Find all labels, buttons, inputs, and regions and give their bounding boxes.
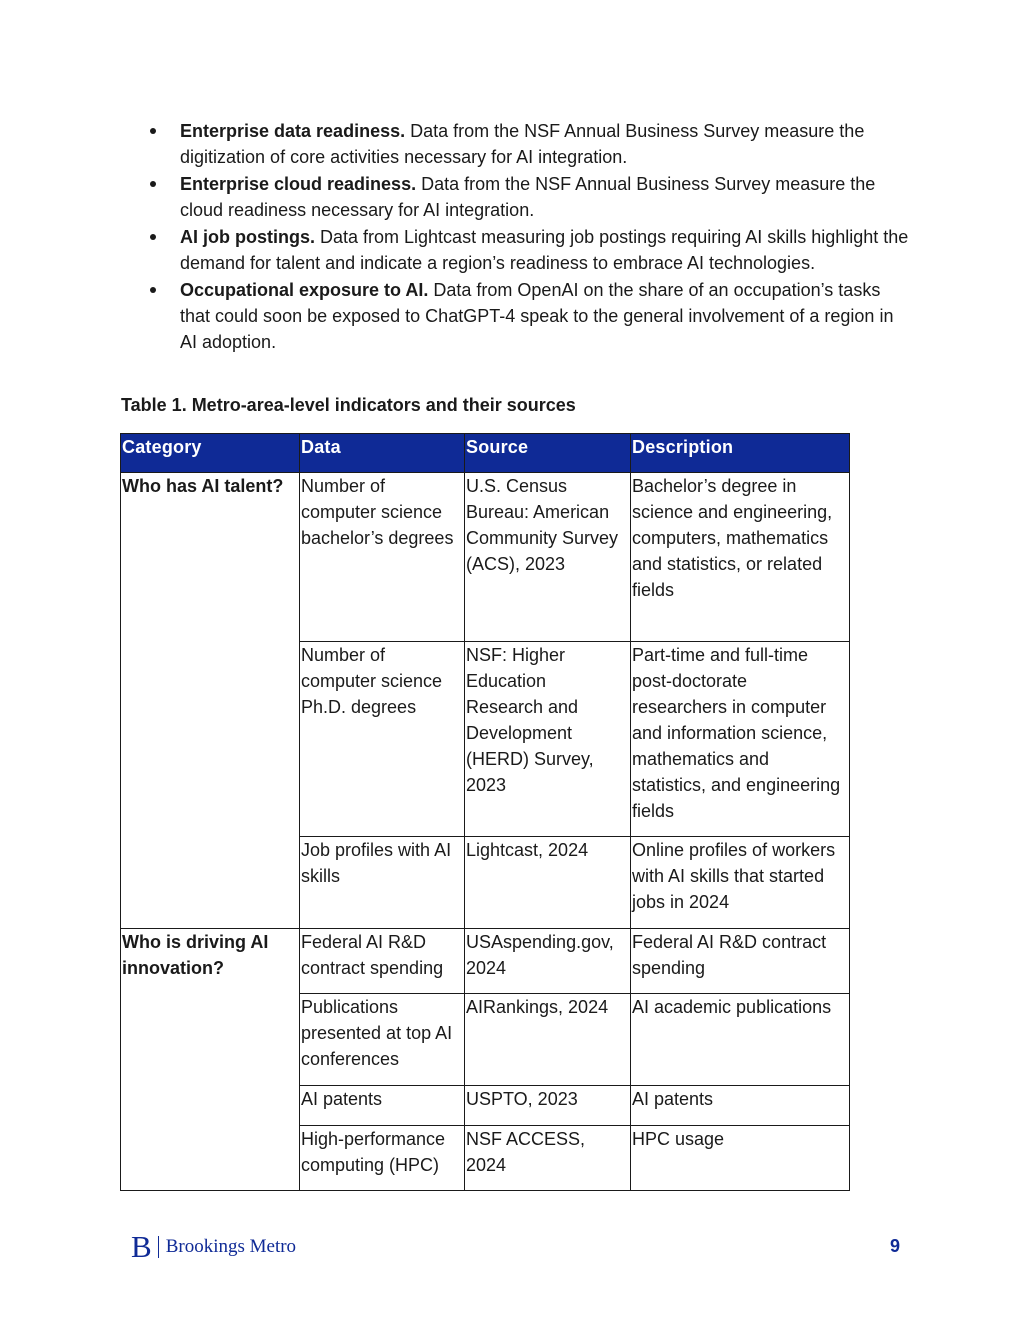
bullet-dot-icon: [150, 181, 156, 187]
description-cell: Bachelor’s degree in science and engineering, computers, mathematics and statistics, or related fields: [631, 473, 850, 642]
data-cell: Number of computer science bachelor’s degrees: [300, 473, 465, 642]
bullet-item: [150, 224, 910, 276]
source-cell: AIRankings, 2024: [465, 994, 631, 1086]
source-cell: NSF ACCESS, 2024: [465, 1126, 631, 1191]
data-cell: Number of computer science Ph.D. degrees: [300, 642, 465, 837]
description-cell: Online profiles of workers with AI skills that started jobs in 2024: [631, 837, 850, 929]
data-cell: AI patents: [300, 1086, 465, 1126]
header-data: Data: [300, 434, 465, 473]
bullet-text: Data from the NSF Annual Business Survey measure the digitization of core activities necessary for AI integration.: [180, 121, 865, 167]
category-cell: Who is driving AI innovation?: [121, 929, 300, 1191]
bullet-text: Data from Lightcast measuring job postings requiring AI skills highlight the demand for talent and indicate a region’s readiness to embrace AI technologies.: [180, 227, 909, 273]
header-source: Source: [465, 434, 631, 473]
page-number: 9: [889, 1236, 900, 1256]
bullet-term: Occupational exposure to AI.: [180, 280, 429, 300]
brookings-metro-logo: [131, 1229, 297, 1264]
bullet-dot-icon: [150, 287, 156, 293]
source-cell: Lightcast, 2024: [465, 837, 631, 929]
description-cell: Federal AI R&D contract spending: [631, 929, 850, 994]
description-cell: HPC usage: [631, 1126, 850, 1191]
header-description: Description: [631, 434, 850, 473]
bullet-item: [150, 277, 910, 355]
source-cell: U.S. Census Bureau: American Community Survey (ACS), 2023: [465, 473, 631, 642]
bullet-list: [150, 118, 910, 356]
bullet-dot-icon: [150, 128, 156, 134]
source-cell: USAspending.gov, 2024: [465, 929, 631, 994]
logo-mark: B: [131, 1229, 152, 1264]
bullet-item: [150, 171, 910, 223]
table-row: [121, 929, 850, 994]
logo-divider: [158, 1236, 159, 1258]
source-cell: NSF: Higher Education Research and Development (HERD) Survey, 2023: [465, 642, 631, 837]
bullet-term: AI job postings.: [180, 227, 315, 247]
description-cell: AI patents: [631, 1086, 850, 1126]
data-cell: Federal AI R&D contract spending: [300, 929, 465, 994]
table-row: [121, 473, 850, 642]
logo-text: Brookings Metro: [165, 1236, 297, 1257]
bullet-dot-icon: [150, 234, 156, 240]
description-cell: AI academic publications: [631, 994, 850, 1086]
table-header-row: [121, 434, 850, 473]
bullet-item: [150, 118, 910, 170]
bullet-text: Data from the NSF Annual Business Survey measure the cloud readiness necessary for AI integration.: [180, 174, 876, 220]
indicators-table: [120, 433, 850, 1191]
category-cell: Who has AI talent?: [121, 473, 300, 929]
bullet-term: Enterprise data readiness.: [180, 121, 406, 141]
bullet-term: Enterprise cloud readiness.: [180, 174, 417, 194]
description-cell: Part-time and full-time post-doctorate researchers in computer and information science, mathematics and statistics, and engineering fields: [631, 642, 850, 837]
data-cell: High-performance computing (HPC): [300, 1126, 465, 1191]
bullet-text: Data from OpenAI on the share of an occupation’s tasks that could soon be exposed to ChatGPT-4 speak to the general involvement of a region in AI adoption.: [180, 280, 894, 352]
header-category: Category: [121, 434, 300, 473]
data-cell: Job profiles with AI skills: [300, 837, 465, 929]
source-cell: USPTO, 2023: [465, 1086, 631, 1126]
data-cell: Publications presented at top AI conferences: [300, 994, 465, 1086]
table-caption: Table 1. Metro-area-level indicators and their sources: [121, 395, 576, 415]
